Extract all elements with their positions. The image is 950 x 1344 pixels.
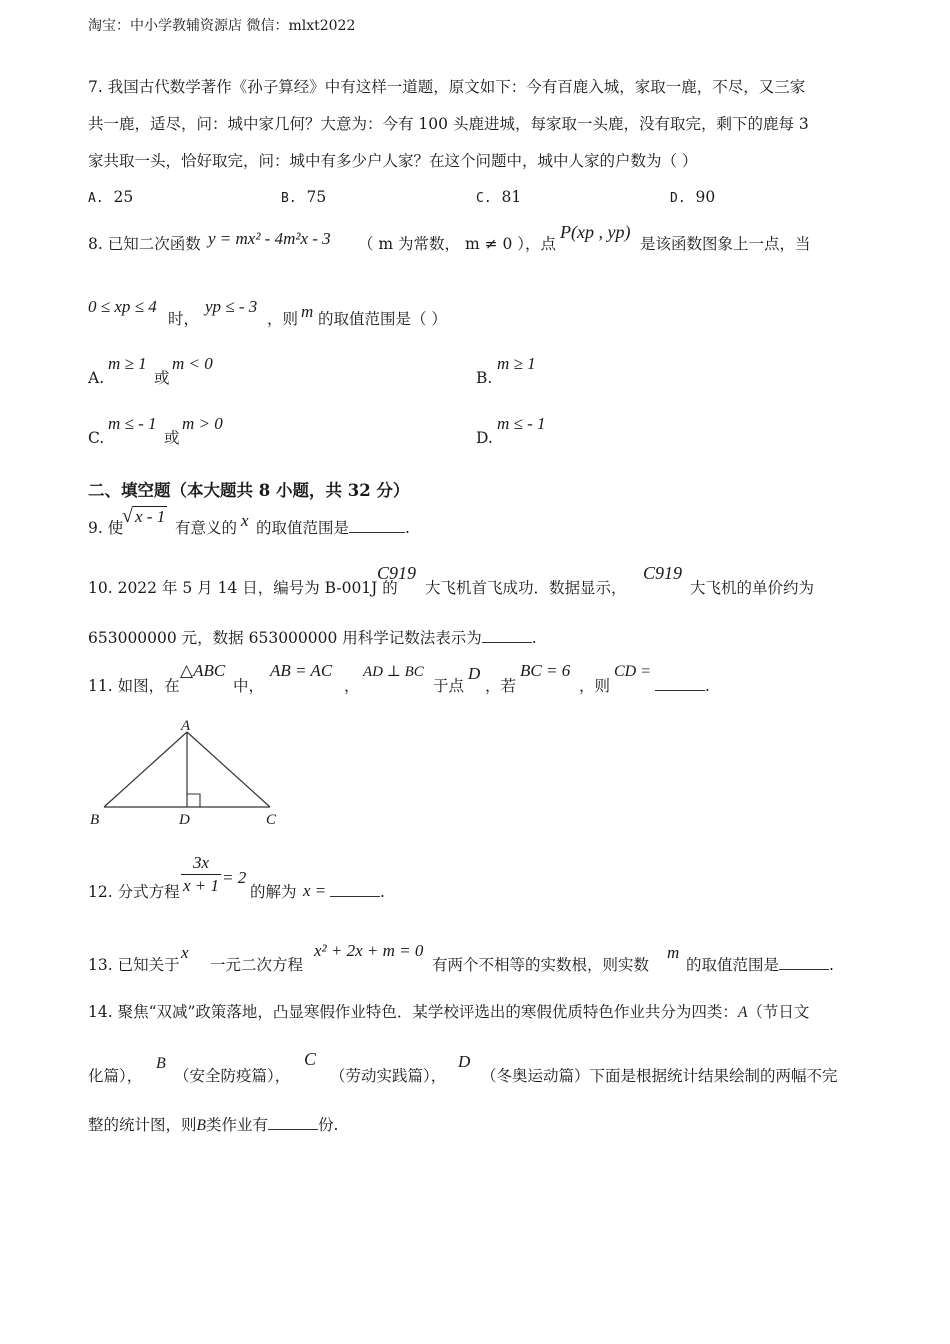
q13-mid: 一元二次方程 — [210, 956, 304, 974]
q14-c-desc: （劳动实践篇）， — [330, 1067, 447, 1085]
q8-option-d-letter[interactable]: D. — [476, 429, 493, 447]
q10-mid: 大飞机首飞成功．数据显示， — [425, 579, 627, 597]
q12-prefix: 12. 分式方程 — [88, 883, 180, 901]
q11-eq1: AB = AC — [270, 661, 333, 680]
q8-option-b-letter[interactable]: B. — [476, 369, 493, 387]
q8-option-a-expr1[interactable]: m ≥ 1 — [108, 354, 147, 373]
q9-prefix: 9. 使 — [88, 519, 124, 537]
q8-range-x: 0 ≤ xp ≤ 4 — [88, 297, 157, 316]
section-title: 二、填空题（本大题共 8 小题，共 32 分） — [88, 481, 410, 500]
q8-then: ，则 — [267, 310, 299, 328]
q8-suffix: 是该函数图象上一点，当 — [640, 235, 811, 253]
q14-d-desc: （冬奥运动篇）下面是根据统计结果绘制的两幅不完 — [481, 1067, 838, 1085]
q12-answer-blank[interactable] — [330, 882, 380, 897]
q12-mid: 的解为 — [250, 883, 297, 901]
q13-suffix: 的取值范围是 . — [686, 956, 834, 974]
q8-range-y: yp ≤ - 3 — [205, 297, 258, 316]
q7-line1: 7. 我国古代数学著作《孙子算经》中有这样一道题，原文如下：今有百鹿入城，家取一鹿，不尽，又三家 — [88, 78, 806, 96]
q8-option-c-expr2[interactable]: m > 0 — [182, 414, 223, 433]
q13-m: m — [667, 943, 680, 962]
q11-p2: ， — [344, 677, 360, 695]
q8-var-m: m — [301, 302, 314, 321]
q12-numerator: 3x — [181, 852, 221, 875]
q8-option-d-expr[interactable]: m ≤ - 1 — [497, 414, 546, 433]
q8-option-a-or: 或 — [154, 369, 170, 387]
q10-plane-1: C919 — [377, 563, 417, 583]
q14-line1: 14. 聚焦“双减”政策落地，凸显寒假作业特色．某学校评选出的寒假优质特色作业共分为四类：A（节日文 — [88, 1003, 810, 1021]
q8-option-b-expr[interactable]: m ≥ 1 — [497, 354, 536, 373]
q10-line2: 653000000 元，数据 653000000 用科学记数法表示为 . — [88, 629, 537, 647]
q12-fraction — [181, 852, 221, 897]
q9-radical: √ x - 1 — [122, 505, 166, 527]
q14-d: D — [458, 1052, 471, 1071]
label-b: B — [90, 812, 100, 828]
side-ab — [104, 732, 187, 807]
q7-option-c[interactable]: C. 81 — [476, 188, 522, 206]
q8-function: y = mx² - 4m²x - 3 — [208, 229, 331, 248]
q8-ask: 的取值范围是（ ） — [318, 310, 447, 328]
q12-var: x = — [303, 881, 327, 900]
q14-b-desc: （安全防疫篇）， — [174, 1067, 291, 1085]
q8-option-c-letter[interactable]: C. — [88, 429, 105, 447]
right-angle-mark — [187, 794, 200, 807]
q7-line2: 共一鹿，适尽，问：城中家几何？大意为：今有 100 头鹿进城，每家取一头鹿，没有取完，剩下的鹿每 3 — [88, 115, 809, 133]
q11-cd: CD = — [614, 663, 652, 680]
q11-perp: AD ⊥ BC — [363, 664, 424, 680]
q12-answer: . — [330, 882, 385, 902]
q14-answer-blank[interactable] — [268, 1115, 318, 1130]
q8-option-a-expr2[interactable]: m < 0 — [172, 354, 213, 373]
q11-prefix: 11. 如图，在 — [88, 677, 180, 695]
q9-mid: 有意义的 — [175, 519, 238, 537]
label-c: C — [266, 812, 277, 828]
q10-prefix: 10. 2022 年 5 月 14 日，编号为 B-001J 的 — [88, 579, 398, 597]
q11-p1: 中， — [233, 677, 265, 695]
q11-triangle-figure — [86, 718, 286, 833]
q11-triangle: △ABC — [180, 661, 226, 680]
q14-line3: 整的统计图，则B类作业有 份. — [88, 1116, 339, 1134]
q9-radicand: x - 1 — [134, 507, 166, 526]
q8-when: 时， — [168, 310, 200, 328]
q12-denominator: x + 1 — [183, 876, 220, 895]
q12-rhs: = 2 — [222, 868, 247, 887]
q11-bc: BC = 6 — [520, 661, 571, 680]
q14-b: B — [156, 1055, 166, 1072]
q14-line2-a: 化篇）， — [88, 1067, 143, 1085]
q7-option-a[interactable]: A. 25 — [88, 188, 134, 206]
q9-answer-blank[interactable] — [349, 518, 405, 533]
q11-answer: . — [655, 676, 710, 696]
q11-p3: 于点 — [433, 677, 465, 695]
q9-suffix: 的取值范围是 . — [256, 519, 410, 537]
label-d: D — [179, 812, 190, 828]
q13-answer-blank[interactable] — [779, 955, 829, 970]
q13-equation: x² + 2x + m = 0 — [314, 941, 424, 960]
q9-var: x — [241, 511, 249, 530]
q7-option-b[interactable]: B. 75 — [281, 188, 327, 206]
q11-p4: ，若 — [485, 677, 517, 695]
q8-option-c-expr1[interactable]: m ≤ - 1 — [108, 414, 157, 433]
q11-p5: ，则 — [579, 677, 611, 695]
q14-c: C — [304, 1049, 317, 1069]
q8-option-a-letter[interactable]: A. — [88, 369, 105, 387]
q10-plane-2: C919 — [643, 563, 683, 583]
label-a: A — [181, 718, 191, 734]
q10-answer-blank[interactable] — [482, 628, 532, 643]
q10-suffix: 大飞机的单价约为 — [690, 579, 815, 597]
q8-option-c-or: 或 — [164, 429, 180, 447]
q7-line3: 家共取一头，恰好取完，问：城中有多少户人家？在这个问题中，城中人家的户数为（ ） — [88, 152, 698, 170]
q13-prefix: 13. 已知关于 — [88, 956, 180, 974]
q13-mid2: 有两个不相等的实数根，则实数 — [432, 956, 650, 974]
q13-var: x — [181, 943, 189, 962]
page-header: 淘宝：中小学教辅资源店 微信：mlxt2022 — [88, 18, 356, 34]
q8-point: P(xp , yp) — [560, 222, 631, 242]
q7-option-d[interactable]: D. 90 — [670, 188, 716, 206]
q8-prefix: 8. 已知二次函数 — [88, 235, 201, 253]
q11-answer-blank[interactable] — [655, 676, 705, 691]
q11-d: D — [468, 664, 481, 683]
q8-condition: （ m 为常数， m ≠ 0 ），点 — [358, 235, 557, 253]
